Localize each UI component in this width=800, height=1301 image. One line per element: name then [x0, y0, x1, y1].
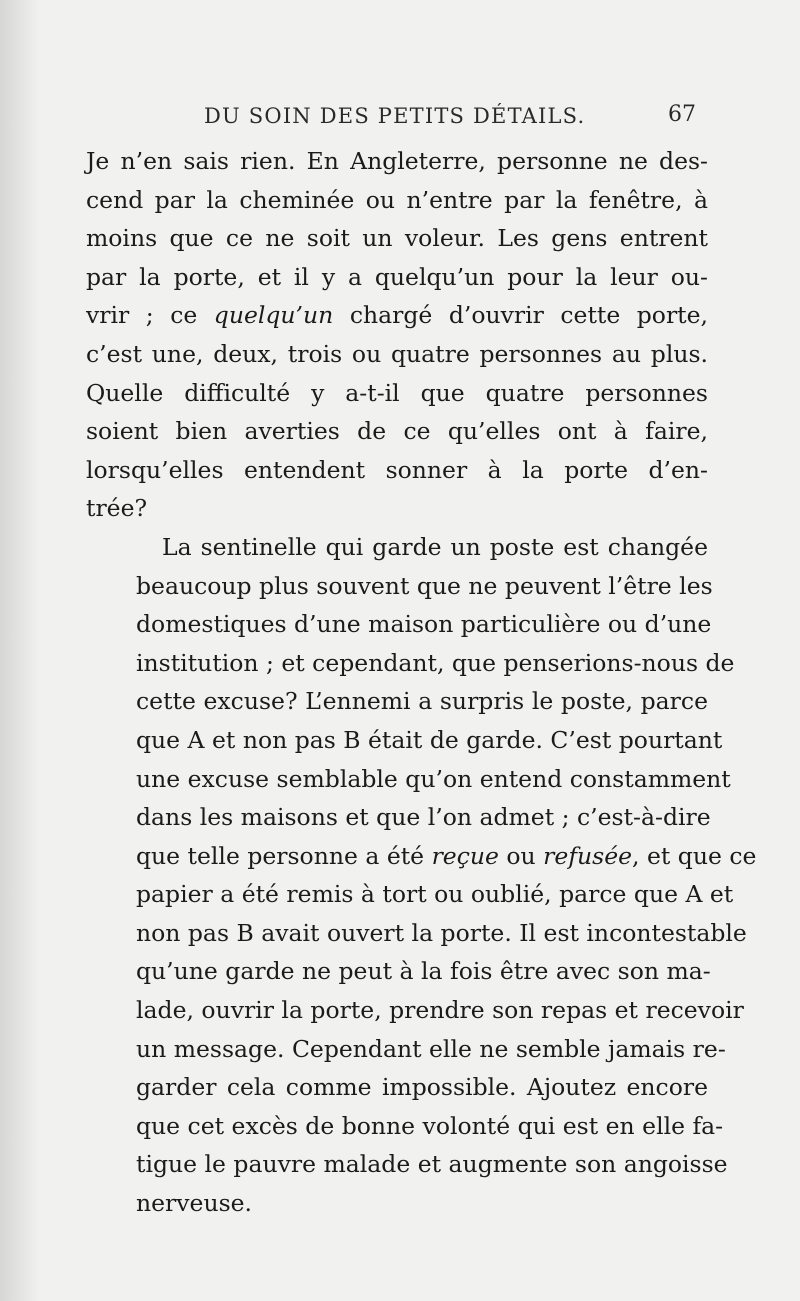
- text-line: domestiques d’une maison particulière ou d’une: [136, 610, 712, 639]
- text-line: une excuse semblable qu’on entend constamment: [136, 764, 731, 793]
- text-line: cend par la cheminée ou n’entre par la fenêtre, à: [86, 185, 708, 214]
- text-line: par la porte, et il y a quelqu’un pour la leur ou-: [86, 262, 708, 291]
- running-title: DU SOIN DES PETITS DÉTAILS.: [204, 104, 586, 128]
- text-line: Quelle difficulté y a-t-il que quatre personnes: [86, 378, 708, 407]
- text-line: non pas B avait ouvert la porte. Il est incontestable: [136, 918, 747, 947]
- text-line: papier a été remis à tort ou oublié, parce que A et: [136, 880, 734, 909]
- text-line: soient bien averties de ce qu’elles ont à faire,: [86, 417, 708, 446]
- text-line: qu’une garde ne peut à la fois être avec son ma-: [136, 957, 711, 986]
- text-segment: , et que ce: [632, 841, 757, 870]
- text-line: La sentinelle qui garde un poste est changée: [162, 532, 708, 561]
- italic-word: quelqu’un: [213, 301, 334, 330]
- italic-word: reçue: [431, 841, 499, 870]
- page-number: 67: [668, 102, 696, 127]
- running-header: [88, 96, 696, 136]
- body-text: [86, 142, 757, 1223]
- text-line: que cet excès de bonne volonté qui est en elle fa-: [136, 1111, 724, 1140]
- text-segment: ou: [498, 841, 544, 870]
- text-line: tigue le pauvre malade et augmente son angoisse: [136, 1150, 728, 1179]
- text-line: beaucoup plus souvent que ne peuvent l’être les: [136, 571, 713, 600]
- paragraph-2: [86, 528, 757, 1223]
- italic-word: refusée: [543, 841, 633, 870]
- text-line: nerveuse.: [136, 1189, 253, 1218]
- text-line: que A et non pas B était de garde. C’est pourtant: [136, 725, 723, 754]
- text-line: dans les maisons et que l’on admet ; c’est-à-dire: [136, 803, 711, 832]
- text-line: cette excuse? L’ennemi a surpris le poste, parce: [136, 687, 708, 716]
- text-line: Je n’en sais rien. En Angleterre, personne ne des-: [86, 147, 708, 175]
- text-line: un message. Cependant elle ne semble jamais re-: [136, 1034, 726, 1063]
- text-line: lorsqu’elles entendent sonner à la porte d’en-: [86, 455, 708, 484]
- text-line: garder cela comme impossible. Ajoutez encore: [136, 1073, 708, 1102]
- text-line: trée?: [86, 494, 148, 523]
- text-segment: que telle personne a été: [136, 841, 432, 870]
- text-line: c’est une, deux, trois ou quatre personnes au plus.: [86, 339, 708, 368]
- text-line: [86, 296, 708, 335]
- text-line: lade, ouvrir la porte, prendre son repas et recevoir: [136, 996, 744, 1025]
- text-segment: vrir ; ce: [86, 301, 214, 330]
- text-line: institution ; et cependant, que penserions-nous de: [136, 648, 735, 677]
- text-segment: chargé d’ouvrir cette porte,: [333, 301, 708, 330]
- text-line: moins que ce ne soit un voleur. Les gens entrent: [86, 224, 708, 253]
- paragraph-1: [86, 142, 708, 528]
- text-line: [86, 837, 757, 876]
